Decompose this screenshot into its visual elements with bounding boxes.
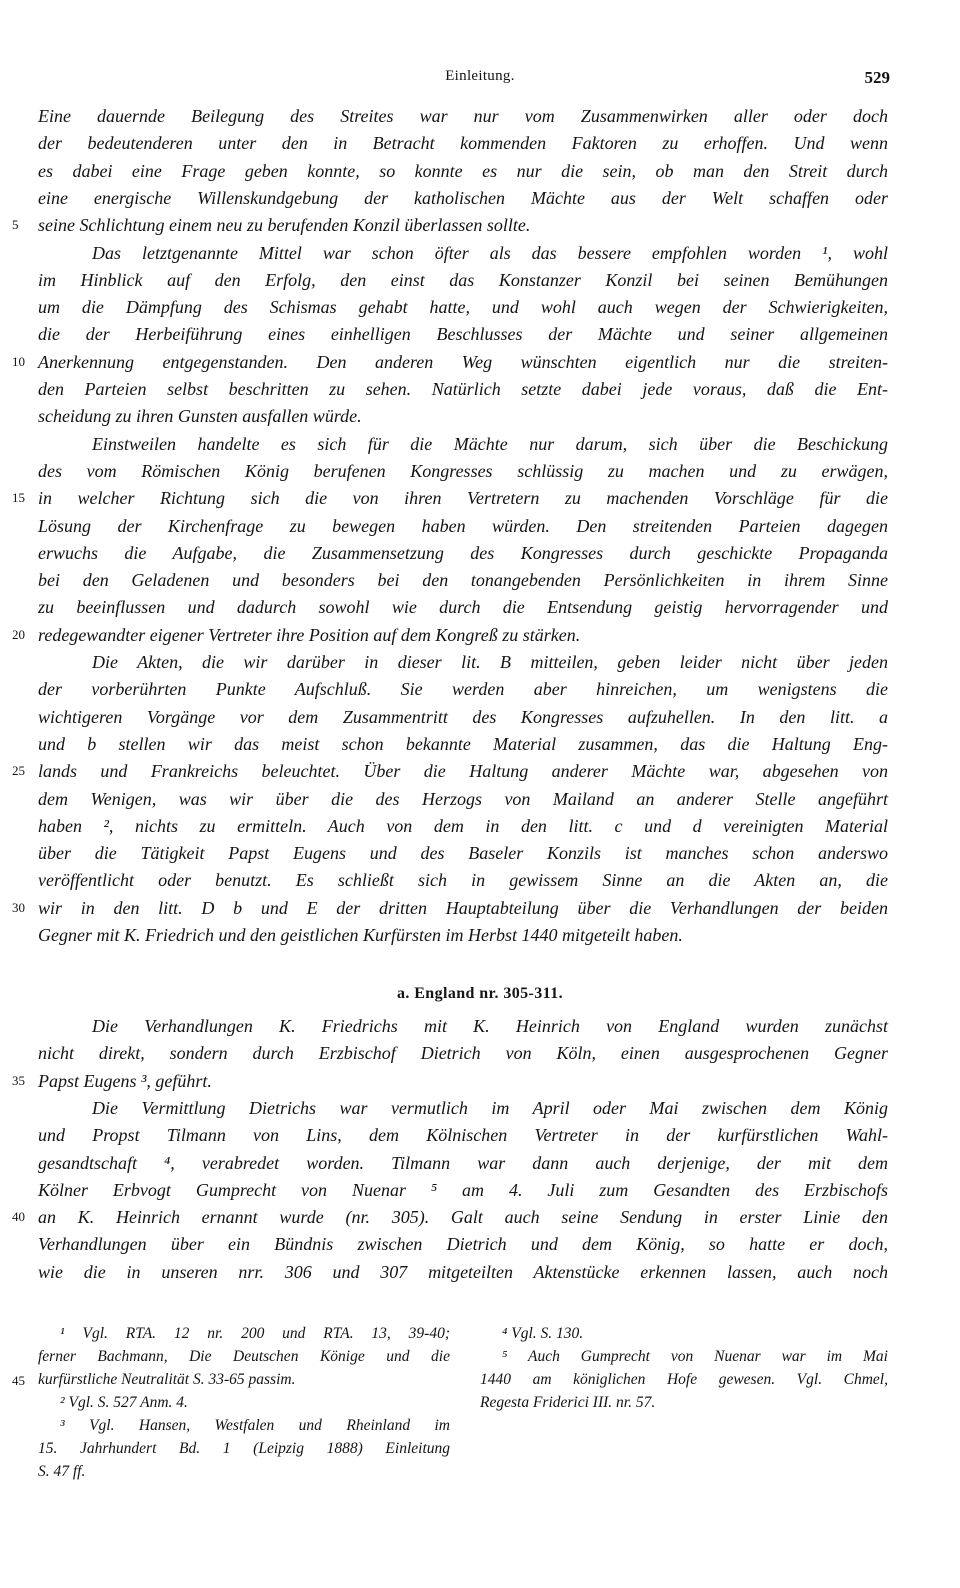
text-line: die der Herbeiführung eines einhelligen Beschlusses der Mächte und seiner allgemeinen bbox=[38, 324, 888, 345]
footnote-line: Regesta Friderici III. nr. 57. bbox=[480, 1394, 656, 1411]
footnote-line: ferner Bachmann, Die Deutschen Könige und die bbox=[38, 1348, 450, 1365]
text-line: und Propst Tilmann von Lins, dem Kölnischen Vertreter in der kurfürstlichen Wahl- bbox=[38, 1125, 888, 1146]
text-line: gesandtschaft ⁴, verabredet worden. Tilmann war dann auch derjenige, der mit dem bbox=[38, 1152, 888, 1173]
line-number: 10 bbox=[12, 353, 25, 369]
text-line: Die Vermittlung Dietrichs war vermutlich im April oder Mai zwischen dem König bbox=[92, 1097, 888, 1118]
line-number: 5 bbox=[12, 217, 19, 233]
line-number: 35 bbox=[12, 1072, 25, 1088]
text-line: Eine dauernde Beilegung des Streites war nur vom Zusammenwirken aller oder doch bbox=[38, 106, 888, 126]
text-line: veröffentlicht oder benutzt. Es schließt sich in gewissem Sinne an die Akten an, die bbox=[38, 870, 888, 891]
text-line: der vorberührten Punkte Aufschluß. Sie werden aber hinreichen, um wenigstens die bbox=[38, 679, 888, 700]
text-line: in welcher Richtung sich die von ihren Vertretern zu machenden Vorschläge für die bbox=[38, 488, 888, 509]
text-line: im Hinblick auf den Erfolg, den einst das Konstanzer Konzil bei seinen Bemühungen bbox=[38, 269, 888, 290]
page-number: 529 bbox=[864, 68, 890, 87]
line-number: 25 bbox=[12, 763, 25, 779]
text-line: bei den Geladenen und besonders bei den tonangebenden Persönlichkeiten in ihrem Sinne bbox=[38, 570, 888, 591]
text-line: erwuchs die Aufgabe, die Zusammensetzung des Kongresses durch geschickte Propaganda bbox=[38, 542, 888, 563]
text-line: über die Tätigkeit Papst Eugens und des Baseler Konzils ist manches schon anderswo bbox=[38, 843, 888, 864]
text-line: scheidung zu ihren Gunsten ausfallen würde. bbox=[38, 406, 362, 427]
section-heading: a. England nr. 305-311. bbox=[397, 985, 563, 1002]
footnote-line: kurfürstliche Neutralität S. 33-65 passim. bbox=[38, 1371, 296, 1388]
text-line: Die Akten, die wir darüber in dieser lit. B mitteilen, geben leider nicht über jeden bbox=[92, 652, 888, 672]
text-line: Die Verhandlungen K. Friedrichs mit K. Heinrich von England wurden zunächst bbox=[92, 1016, 888, 1036]
text-line: der bedeutenderen unter den in Betracht kommenden Faktoren zu erhoffen. Und wenn bbox=[38, 133, 888, 154]
line-number: 30 bbox=[12, 899, 25, 915]
text-line: haben ², nichts zu ermitteln. Auch von dem in den litt. c und d vereinigten Material bbox=[38, 815, 888, 836]
text-line: eine energische Willenskundgebung der katholischen Mächte aus der Welt schaffen oder bbox=[38, 187, 888, 208]
text-line: dem Wenigen, was wir über die des Herzogs von Mailand an anderer Stelle angeführt bbox=[38, 788, 888, 809]
text-line: und b stellen wir das meist schon bekannte Material zusammen, das die Haltung Eng- bbox=[38, 733, 888, 754]
text-line: Lösung der Kirchenfrage zu bewegen haben würden. Den streitenden Parteien dagegen bbox=[38, 515, 888, 536]
footnote-line: 15. Jahrhundert Bd. 1 (Leipzig 1888) Einleitung bbox=[38, 1440, 450, 1457]
text-line: es dabei eine Frage geben konnte, so konnte es nur die sein, ob man den Streit durch bbox=[38, 160, 888, 181]
text-line: Das letztgenannte Mittel war schon öfter als das bessere empfohlen worden ¹, wohl bbox=[92, 242, 888, 263]
line-number: 45 bbox=[12, 1373, 25, 1388]
text-line: nicht direkt, sondern durch Erzbischof Dietrich von Köln, einen ausgesprochenen Gegner bbox=[38, 1043, 888, 1064]
footnote-line: 1440 am königlichen Hofe gewesen. Vgl. Chmel, bbox=[480, 1371, 888, 1388]
footnote-line: ⁴ Vgl. S. 130. bbox=[502, 1325, 584, 1342]
running-head-title: Einleitung. bbox=[445, 68, 515, 84]
footnote-line: ² Vgl. S. 527 Anm. 4. bbox=[60, 1394, 188, 1411]
line-number: 15 bbox=[12, 490, 25, 506]
text-line: seine Schlichtung einem neu zu berufenden Konzil überlassen sollte. bbox=[38, 215, 531, 236]
footnote-line: S. 47 ff. bbox=[38, 1463, 86, 1480]
text-line: zu beeinflussen und dadurch sowohl wie durch die Entsendung geistig hervorragender und bbox=[38, 597, 888, 618]
running-head bbox=[0, 64, 960, 94]
text-line: wichtigeren Vorgänge vor dem Zusammentritt des Kongresses aufzuhellen. In den litt. a bbox=[38, 706, 888, 727]
text-line: des vom Römischen König berufenen Kongresses schlüssig zu machen und zu erwägen, bbox=[38, 460, 888, 481]
text-line: redegewandter eigener Vertreter ihre Position auf dem Kongreß zu stärken. bbox=[38, 624, 581, 645]
text-line: wir in den litt. D b und E der dritten Hauptabteilung über die Verhandlungen der beiden bbox=[38, 897, 888, 918]
line-number: 20 bbox=[12, 626, 25, 642]
text-line: Kölner Erbvogt Gumprecht von Nuenar ⁵ am 4. Juli zum Gesandten des Erzbischofs bbox=[38, 1179, 888, 1200]
footnote-line: ⁵ Auch Gumprecht von Nuenar war im Mai bbox=[502, 1348, 888, 1365]
text-line: an K. Heinrich ernannt wurde (nr. 305). Galt auch seine Sendung in erster Linie den bbox=[38, 1207, 888, 1228]
text-line: lands und Frankreichs beleuchtet. Über die Haltung anderer Mächte war, abgesehen von bbox=[38, 761, 888, 782]
text-line: Papst Eugens ³, geführt. bbox=[38, 1070, 212, 1091]
footnote-line: ¹ Vgl. RTA. 12 nr. 200 und RTA. 13, 39-40; bbox=[60, 1325, 450, 1342]
line-number: 40 bbox=[12, 1209, 25, 1225]
text-line: Anerkennung entgegenstanden. Den anderen Weg wünschten eigentlich nur die streiten- bbox=[38, 351, 888, 372]
text-line: um die Dämpfung des Schismas gehabt hatte, und wohl auch wegen der Schwierigkeiten, bbox=[38, 297, 888, 318]
text-line: Gegner mit K. Friedrich und den geistlichen Kurfürsten im Herbst 1440 mitgeteilt haben. bbox=[38, 925, 683, 945]
text-line: den Parteien selbst beschritten zu sehen. Natürlich setzte dabei jede voraus, daß die Ent- bbox=[38, 379, 888, 399]
footnote-line: ³ Vgl. Hansen, Westfalen und Rheinland im bbox=[60, 1417, 450, 1434]
text-line: wie die in unseren nrr. 306 und 307 mitgeteilten Aktenstücke erkennen lassen, auch noch bbox=[38, 1261, 888, 1282]
text-line: Einstweilen handelte es sich für die Mächte nur darum, sich über die Beschickung bbox=[92, 433, 888, 454]
text-line: Verhandlungen über ein Bündnis zwischen Dietrich und dem König, so hatte er doch, bbox=[38, 1234, 888, 1255]
